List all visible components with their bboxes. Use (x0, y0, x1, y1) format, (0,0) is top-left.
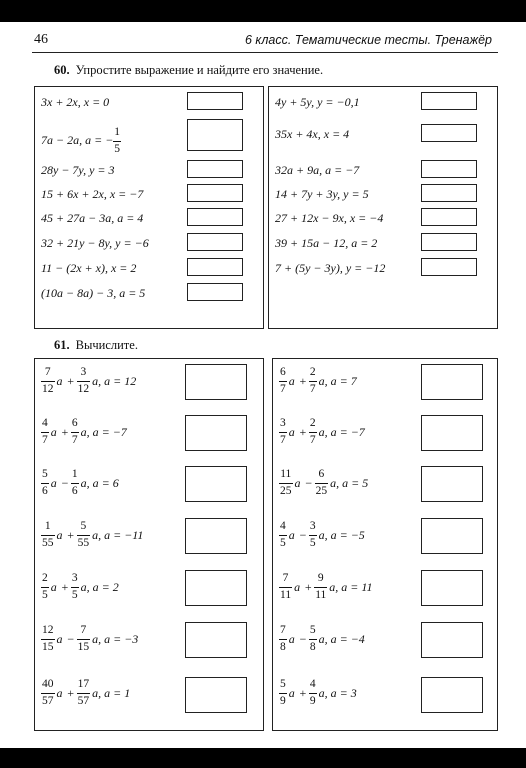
numerator: 17 (77, 679, 91, 694)
answer-box[interactable] (187, 160, 243, 178)
expr-text: 35x + 4x, x = 4 (275, 127, 350, 141)
numerator: 6 (279, 367, 287, 382)
answer-box[interactable] (187, 258, 243, 276)
numerator: 12 (41, 625, 55, 640)
numerator: 4 (309, 679, 317, 694)
term-var: a (56, 373, 63, 388)
fraction (309, 418, 317, 446)
denominator: 5 (71, 588, 78, 601)
page-number: 46 (34, 32, 48, 47)
expr-row (41, 418, 129, 446)
numerator: 11 (279, 469, 293, 484)
top-scan-border (0, 0, 526, 22)
numerator: 6 (71, 418, 79, 433)
fraction (41, 469, 49, 497)
denominator: 7 (71, 433, 78, 446)
operator: − (304, 475, 313, 490)
term-var: a (294, 475, 301, 490)
expr-row (275, 211, 383, 226)
condition: a, a = 11 (329, 579, 373, 594)
operator: − (298, 527, 307, 542)
denominator: 7 (280, 433, 286, 446)
condition: a, a = 3 (318, 685, 357, 700)
task-61-right-panel (272, 358, 498, 731)
expr-row (279, 367, 359, 395)
task-61-left-panel (34, 358, 264, 731)
term-var: a (294, 579, 301, 594)
numerator: 2 (309, 418, 317, 433)
running-title: 6 класс. Тематические тесты. Тренажёр (245, 33, 492, 47)
fraction (41, 418, 49, 446)
term-var: a (288, 685, 295, 700)
condition: a, a = −7 (318, 424, 365, 439)
answer-box[interactable] (185, 622, 247, 658)
expr-text: 28y − 7y, y = 3 (41, 163, 115, 177)
fraction (279, 367, 287, 395)
bottom-scan-border (0, 748, 526, 768)
denominator: 57 (42, 694, 54, 707)
numerator: 2 (41, 573, 49, 588)
expr-row (41, 679, 132, 707)
denominator: 5 (114, 142, 121, 155)
denominator: 5 (280, 536, 286, 549)
expr-text: 4y + 5y, y = −0,1 (275, 95, 360, 109)
expr-row (275, 236, 377, 251)
denominator: 7 (42, 433, 48, 446)
answer-box[interactable] (421, 92, 477, 110)
denominator: 9 (309, 694, 316, 707)
condition: a, a = −5 (318, 527, 365, 542)
condition: a, a = 5 (330, 475, 369, 490)
denominator: 5 (42, 588, 48, 601)
expr-row (41, 127, 121, 155)
answer-box[interactable] (185, 677, 247, 713)
numerator: 3 (77, 367, 91, 382)
numerator: 5 (41, 469, 49, 484)
expr-row (41, 261, 136, 276)
denominator: 8 (280, 640, 286, 653)
fraction (41, 573, 49, 601)
answer-box[interactable] (421, 208, 477, 226)
operator: + (298, 373, 307, 388)
condition: a, a = −7 (80, 424, 127, 439)
numerator: 3 (309, 521, 317, 536)
answer-box[interactable] (421, 466, 483, 502)
answer-box[interactable] (185, 518, 247, 554)
expr-row (41, 95, 109, 110)
fraction (309, 367, 317, 395)
fraction (309, 521, 317, 549)
denominator: 8 (309, 640, 316, 653)
answer-box[interactable] (421, 233, 477, 251)
fraction (41, 367, 55, 395)
condition: a, a = 1 (92, 685, 131, 700)
fraction (309, 625, 317, 653)
fraction (279, 625, 287, 653)
fraction (279, 521, 287, 549)
answer-box[interactable] (421, 415, 483, 451)
fraction (71, 469, 79, 497)
operator: − (66, 631, 75, 646)
denominator: 57 (77, 694, 90, 707)
task-61-number: 61. (54, 338, 70, 352)
condition: a, a = 12 (92, 373, 137, 388)
denominator: 12 (42, 382, 54, 395)
denominator: 15 (77, 640, 90, 653)
task-60-right-panel (268, 86, 498, 329)
fraction (41, 625, 55, 653)
denominator: 55 (77, 536, 90, 549)
answer-box[interactable] (421, 364, 483, 400)
term-var: a (56, 631, 63, 646)
denominator: 11 (280, 588, 292, 601)
expr-row (41, 211, 143, 226)
task-60-left-panel (34, 86, 264, 329)
term-var: a (56, 685, 63, 700)
fraction (279, 573, 292, 601)
condition: a, a = −11 (92, 527, 144, 542)
answer-box[interactable] (187, 283, 243, 301)
fraction (314, 573, 327, 601)
term-var: a (288, 373, 295, 388)
answer-box[interactable] (187, 208, 243, 226)
expr-row (41, 625, 140, 653)
expr-row (41, 163, 115, 178)
numerator: 2 (309, 367, 317, 382)
task-60-text: Упростите выражение и найдите его значение. (75, 63, 324, 77)
operator: + (66, 527, 75, 542)
task-60-number: 60. (54, 63, 70, 77)
expr-text: 3x + 2x, x = 0 (41, 95, 110, 109)
term-var: a (288, 424, 295, 439)
answer-box[interactable] (185, 364, 247, 400)
expr-text: 32a + 9a, a = −7 (275, 163, 360, 177)
denominator: 7 (280, 382, 286, 395)
denominator: 15 (42, 640, 54, 653)
expr-row (41, 187, 143, 202)
term-var: a (50, 579, 57, 594)
operator: + (60, 424, 69, 439)
expr-row (275, 163, 359, 178)
denominator: 25 (280, 484, 292, 497)
expr-text: 39 + 15a − 12, a = 2 (275, 236, 378, 250)
condition: a, a = −4 (318, 631, 365, 646)
numerator: 5 (279, 679, 287, 694)
expr-row (279, 469, 370, 497)
fraction (279, 418, 287, 446)
fraction (77, 367, 91, 395)
answer-box[interactable] (185, 466, 247, 502)
numerator: 1 (41, 521, 55, 536)
fraction (113, 127, 121, 155)
numerator: 9 (314, 573, 327, 588)
answer-box[interactable] (421, 518, 483, 554)
answer-box[interactable] (187, 92, 243, 110)
numerator: 1 (71, 469, 79, 484)
answer-box[interactable] (185, 570, 247, 606)
task-60-heading (54, 63, 323, 78)
answer-box[interactable] (421, 622, 483, 658)
expr-text: 45 + 27a − 3a, a = 4 (41, 211, 144, 225)
answer-box[interactable] (421, 184, 477, 202)
denominator: 55 (42, 536, 54, 549)
expr-row (41, 236, 149, 251)
numerator: 4 (41, 418, 49, 433)
fraction (41, 521, 55, 549)
fraction (71, 418, 79, 446)
condition: a, a = 2 (80, 579, 119, 594)
operator: + (66, 373, 75, 388)
operator: − (60, 475, 69, 490)
condition: a, a = 6 (80, 475, 119, 490)
answer-box[interactable] (187, 119, 243, 151)
header-rule (32, 52, 498, 53)
expr-row (279, 625, 367, 653)
denominator: 6 (71, 484, 78, 497)
numerator: 3 (71, 573, 79, 588)
expr-row (279, 573, 374, 601)
fraction (41, 679, 55, 707)
answer-box[interactable] (187, 184, 243, 202)
answer-box[interactable] (421, 677, 483, 713)
numerator: 5 (309, 625, 317, 640)
numerator: 6 (315, 469, 329, 484)
expr-row (41, 367, 138, 395)
operator: + (298, 424, 307, 439)
expr-text: 7 + (5y − 3y), y = −12 (275, 261, 386, 275)
task-61-heading (54, 338, 138, 353)
answer-box[interactable] (185, 415, 247, 451)
fraction (279, 469, 293, 497)
denominator: 7 (309, 382, 316, 395)
answer-box[interactable] (421, 258, 477, 276)
expr-row (275, 187, 369, 202)
numerator: 4 (279, 521, 287, 536)
fraction (71, 573, 79, 601)
denominator: 6 (42, 484, 48, 497)
fraction (315, 469, 329, 497)
answer-box[interactable] (421, 124, 477, 142)
expr-row (41, 286, 145, 301)
numerator: 5 (77, 521, 91, 536)
denominator: 9 (280, 694, 286, 707)
expr-row (279, 418, 367, 446)
expr-text: 15 + 6x + 2x, x = −7 (41, 187, 144, 201)
answer-box[interactable] (421, 570, 483, 606)
operator: + (66, 685, 75, 700)
numerator: 40 (41, 679, 55, 694)
numerator: 1 (113, 127, 121, 142)
condition: a, a = −3 (92, 631, 139, 646)
term-var: a (288, 631, 295, 646)
expr-row (279, 521, 367, 549)
fraction (77, 521, 91, 549)
fraction (77, 679, 91, 707)
numerator: 7 (279, 573, 292, 588)
term-var: a (56, 527, 63, 542)
numerator: 3 (279, 418, 287, 433)
operator: + (298, 685, 307, 700)
expr-row (275, 95, 360, 110)
answer-box[interactable] (187, 233, 243, 251)
answer-box[interactable] (421, 160, 477, 178)
numerator: 7 (77, 625, 91, 640)
operator: + (60, 579, 69, 594)
denominator: 7 (309, 433, 316, 446)
term-var: a (50, 424, 57, 439)
term-var: a (50, 475, 57, 490)
fraction (77, 625, 91, 653)
numerator: 7 (279, 625, 287, 640)
expr-row (41, 521, 145, 549)
expr-row (275, 261, 385, 276)
expr-text: 7a − 2a, a = − (41, 132, 114, 147)
expr-text: (10a − 8a) − 3, a = 5 (41, 286, 146, 300)
expr-text: 14 + 7y + 3y, y = 5 (275, 187, 369, 201)
fraction (279, 679, 287, 707)
expr-text: 11 − (2x + x), x = 2 (41, 261, 137, 275)
expr-text: 32 + 21y − 8y, y = −6 (41, 236, 149, 250)
operator: − (298, 631, 307, 646)
operator: + (304, 579, 313, 594)
expr-row (41, 573, 121, 601)
condition: a, a = 7 (318, 373, 357, 388)
denominator: 11 (315, 588, 327, 601)
expr-row (275, 127, 349, 142)
expr-text: 27 + 12x − 9x, x = −4 (275, 211, 384, 225)
task-61-text: Вычислите. (75, 338, 138, 352)
denominator: 5 (309, 536, 316, 549)
expr-row (41, 469, 121, 497)
denominator: 25 (315, 484, 328, 497)
fraction (309, 679, 317, 707)
term-var: a (288, 527, 295, 542)
denominator: 12 (77, 382, 90, 395)
expr-row (279, 679, 359, 707)
numerator: 7 (41, 367, 55, 382)
